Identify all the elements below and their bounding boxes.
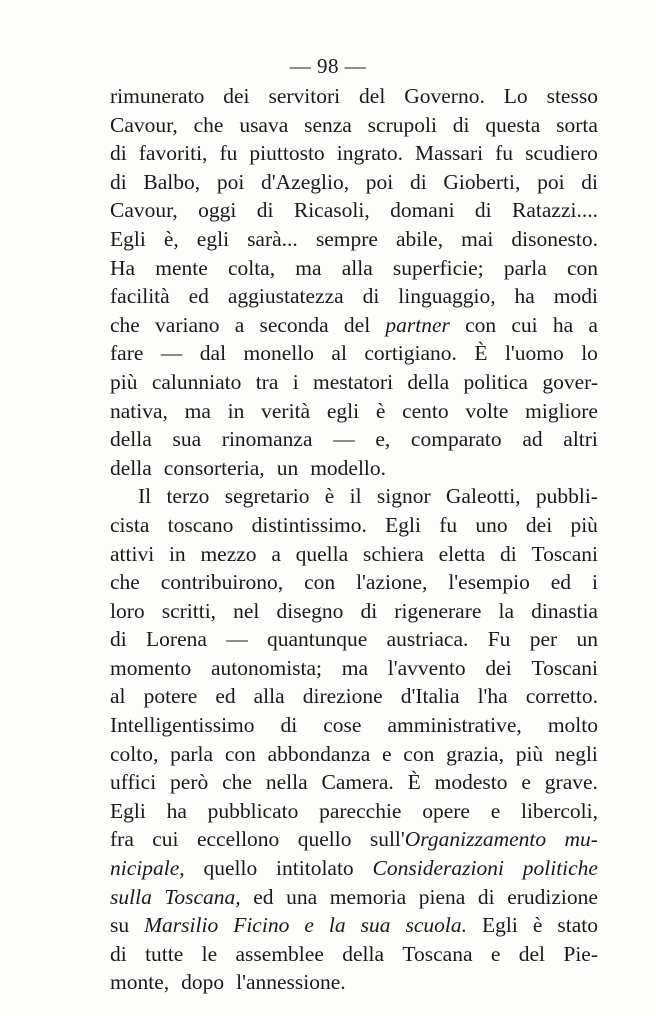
text-word: politiche (522, 856, 598, 881)
text-word: Cavour, (110, 198, 178, 223)
text-word: memoria (329, 884, 407, 909)
text-line (110, 540, 598, 569)
text-word: domani (390, 198, 455, 223)
text-word: con (403, 741, 435, 766)
text-word: la (498, 598, 515, 623)
text-word: poi (365, 169, 394, 194)
text-word: dopo (181, 970, 225, 995)
text-word: scrupoli (367, 112, 437, 137)
text-word: libercoli, (520, 798, 598, 823)
text-word: sarà... (247, 226, 298, 251)
text-word: in (168, 541, 186, 566)
text-word: rinomanza (221, 427, 313, 452)
text-word: molto (547, 713, 598, 738)
text-word: di (110, 627, 127, 652)
text-word: Marsilio (144, 913, 219, 938)
text-line (110, 311, 598, 340)
text-line (110, 883, 598, 912)
text-word: grazia, (446, 741, 504, 766)
text-word: Lorena (146, 627, 207, 652)
text-line (110, 740, 598, 769)
text-word: Toscana (402, 941, 473, 966)
text-word: ingrato. (336, 141, 403, 166)
text-word: è, (163, 226, 179, 251)
text-word: terzo (166, 484, 210, 509)
text-word: È (407, 770, 421, 795)
text-word: poi (216, 169, 245, 194)
text-word: su (110, 913, 130, 938)
text-word: però (170, 770, 209, 795)
text-word: mai (461, 226, 494, 251)
text-line (110, 711, 598, 740)
text-word: di (280, 713, 298, 738)
text-line (110, 568, 598, 597)
text-word: linguaggio, (398, 284, 496, 309)
text-word: grave. (544, 770, 598, 795)
word-space (224, 968, 236, 997)
text-word: modello. (310, 455, 387, 480)
text-line (110, 625, 598, 654)
text-line (110, 368, 598, 397)
text-word: tutte (145, 941, 184, 966)
text-word: ha (552, 312, 574, 337)
text-word: che (110, 312, 140, 337)
text-word: a (271, 541, 281, 566)
text-word: sulla (110, 884, 152, 909)
text-line (110, 225, 598, 254)
text-word: un (276, 455, 299, 480)
text-word: Egli (482, 913, 518, 938)
text-word: quello (203, 856, 258, 881)
text-word: dinastia (531, 598, 598, 623)
word-segment: Organizzamento (404, 827, 547, 852)
text-line (110, 196, 598, 225)
text-word: e (304, 913, 314, 938)
text-word: fu (219, 141, 238, 166)
text-word: ad (522, 427, 543, 452)
text-word: l'uomo (504, 341, 564, 366)
word-space (298, 454, 310, 483)
text-word: l'avvento (387, 655, 466, 680)
text-word: oggi (198, 198, 237, 223)
text-word: con (465, 312, 497, 337)
text-word: l'esempio (448, 570, 530, 595)
text-word: tra (255, 369, 279, 394)
text-word: alla (253, 684, 285, 709)
text-word: fu (439, 512, 458, 537)
text-word: sempre (315, 226, 378, 251)
text-word: di (360, 598, 378, 623)
text-word: parecchie (319, 798, 402, 823)
text-word: e (490, 941, 501, 966)
text-word: i (292, 369, 299, 394)
text-word: direzione (302, 684, 383, 709)
text-word: e, (375, 427, 391, 452)
text-word: fra (110, 827, 134, 852)
text-word: Lo (503, 84, 528, 108)
text-line (110, 282, 598, 311)
text-word: mezzo (200, 541, 257, 566)
text-word: uffici (110, 770, 157, 795)
text-line (110, 911, 598, 940)
text-line (110, 482, 598, 511)
text-line (110, 854, 598, 883)
text-word: fare (110, 341, 144, 366)
text-word: più (515, 741, 544, 766)
text-word: d'Azeglio, (261, 169, 350, 194)
text-word: contribuirono, (160, 570, 284, 595)
text-word: quella (295, 541, 349, 566)
text-word: lo (581, 341, 598, 366)
text-word: con (304, 570, 336, 595)
text-word: dal (199, 341, 227, 366)
text-word: Governo. (404, 84, 485, 108)
text-word: ma (184, 398, 211, 423)
text-word: Il (138, 484, 152, 509)
text-word: di (362, 284, 380, 309)
text-word: d'Italia (400, 684, 460, 709)
text-word: la (328, 913, 346, 938)
text-line (110, 597, 598, 626)
word-space (169, 968, 181, 997)
text-word: cortigiano. (364, 341, 457, 366)
text-word: di (452, 112, 470, 137)
text-word: egli (196, 226, 230, 251)
text-word: quantunque (267, 627, 368, 652)
text-word: seconda (259, 312, 329, 337)
text-word: piena (418, 884, 466, 909)
text-word: di (110, 941, 127, 966)
text-word: Toscani (531, 541, 598, 566)
text-word: segretario (224, 484, 310, 509)
text-word: nicipale, (110, 856, 185, 881)
text-word: nativa, (110, 398, 168, 423)
text-word: Camera. (321, 770, 394, 795)
text-word: usava (239, 112, 289, 137)
text-word: Gioberti, (443, 169, 521, 194)
text-word: mu- (564, 827, 598, 852)
text-line (110, 111, 598, 140)
text-word: scritti, (161, 598, 217, 623)
text-word: Ricasoli, (293, 198, 370, 223)
text-word: una (286, 884, 318, 909)
text-word: scuola. (405, 913, 467, 938)
text-line (110, 968, 598, 997)
text-word: cose (323, 713, 362, 738)
text-word: del (359, 84, 386, 108)
text-word: corretto. (525, 684, 598, 709)
word-space (265, 454, 277, 483)
text-word: sua (360, 913, 391, 938)
text-word: a (588, 312, 598, 337)
text-word: autonomista; (210, 655, 323, 680)
text-word: È (474, 341, 488, 366)
text-word: e (382, 741, 392, 766)
text-word: colto, (110, 741, 159, 766)
text-word: loro (110, 598, 145, 623)
text-word (370, 825, 546, 854)
text-word: di (409, 169, 427, 194)
word-segment: sull' (369, 827, 405, 852)
text-word: signor (376, 484, 431, 509)
text-word: quello (297, 827, 352, 852)
text-word: abile, (395, 226, 444, 251)
text-line (110, 682, 598, 711)
text-word: potere (143, 684, 198, 709)
text-word: della (342, 941, 385, 966)
text-word: di (256, 198, 274, 223)
text-word: il (349, 484, 362, 509)
text-word: Ha (110, 255, 136, 280)
text-word: di (581, 169, 598, 194)
text-word: Pie- (563, 941, 598, 966)
text-word: disegno (276, 598, 344, 623)
text-word: pubblicato (207, 798, 299, 823)
text-word: austriaca. (386, 627, 469, 652)
text-word: cento (402, 398, 449, 423)
text-word: Toscana, (164, 884, 241, 909)
text-word: con (566, 255, 598, 280)
text-word: assemblee (235, 941, 324, 966)
text-word: fu (495, 141, 514, 166)
text-word: e (521, 770, 531, 795)
text-word: calunniato (151, 369, 242, 394)
page-number: — 98 — (289, 54, 367, 78)
text-word: Galeotti, (445, 484, 521, 509)
text-word: mestatori (313, 369, 394, 394)
text-word: toscano (167, 512, 234, 537)
text-word: monello (243, 341, 314, 366)
text-word: sua (172, 427, 202, 452)
text-word: momento (110, 655, 192, 680)
text-line (110, 825, 598, 854)
text-word: sorta (556, 112, 598, 137)
text-line (110, 339, 598, 368)
text-word: questa (485, 112, 541, 137)
text-word: comparato (410, 427, 502, 452)
text-word: attivi (110, 541, 155, 566)
text-word: disonesto. (511, 226, 598, 251)
text-word: negli (554, 741, 598, 766)
text-word: l'annessione. (236, 970, 346, 995)
text-word: eletta (438, 541, 486, 566)
text-word: nella (265, 770, 308, 795)
text-line (110, 82, 598, 111)
text-word: politica (463, 369, 528, 394)
text-word: del (343, 312, 371, 337)
text-line (110, 168, 598, 197)
text-word: modi (553, 284, 598, 309)
text-word: distintissimo. (251, 512, 367, 537)
text-word: parla (170, 741, 214, 766)
text-word: — (226, 627, 248, 652)
text-word: e (490, 798, 501, 823)
text-word: erudizione (507, 884, 598, 909)
text-word: di (110, 141, 127, 166)
text-word: in (227, 398, 245, 423)
text-word: i (591, 570, 598, 595)
text-word: è (532, 913, 543, 938)
text-word: facilità (110, 284, 170, 309)
text-word: di (499, 541, 517, 566)
text-line (110, 797, 598, 826)
text-word: al (110, 684, 126, 709)
text-word: Toscani (531, 655, 598, 680)
text-word: ed (253, 884, 274, 909)
text-line (110, 511, 598, 540)
text-word: che (110, 570, 140, 595)
text-word: ha (514, 284, 535, 309)
text-word: alla (341, 255, 373, 280)
text-word: modesto (434, 770, 508, 795)
text-word: intitolato (276, 856, 354, 881)
text-word: senza (304, 112, 352, 137)
text-word: le (201, 941, 218, 966)
text-word: Massari (415, 141, 484, 166)
text-word: aggiustatezza (227, 284, 344, 309)
text-word: favoriti, (138, 141, 208, 166)
text-word: parla (503, 255, 547, 280)
text-word: schiera (362, 541, 424, 566)
text-word: servitori (268, 84, 341, 108)
text-line (110, 139, 598, 168)
word-space (152, 454, 164, 483)
text-word: — (333, 427, 355, 452)
text-word: rimunerato (110, 84, 205, 108)
text-word: della (110, 427, 152, 452)
text-word: stesso (546, 84, 598, 108)
text-word: ha (166, 798, 187, 823)
text-word: egli (326, 398, 360, 423)
body-text (110, 82, 598, 997)
text-word: l'ha (477, 684, 508, 709)
text-word: mente (155, 255, 208, 280)
text-word: ma (341, 655, 369, 680)
text-word: a (234, 312, 245, 337)
text-word: Egli (385, 512, 421, 537)
text-word: di (474, 198, 492, 223)
text-word: variano (155, 312, 220, 337)
text-word: monte, (110, 970, 170, 995)
text-word: opere (422, 798, 470, 823)
text-word: che (222, 770, 252, 795)
text-word: eccellono (196, 827, 280, 852)
text-word: dei (223, 84, 250, 108)
text-word: partner (385, 312, 450, 337)
text-word: un (576, 627, 598, 652)
text-word: amministrative, (387, 713, 522, 738)
text-word: di (110, 169, 127, 194)
text-word: ed (188, 284, 209, 309)
text-word: dei (525, 512, 553, 537)
text-word: colta, (227, 255, 276, 280)
text-line (110, 425, 598, 454)
text-word: pubbli- (535, 484, 598, 509)
text-word: con (224, 741, 256, 766)
text-word: l'azione, (356, 570, 428, 595)
text-word: di (477, 884, 495, 909)
text-line (110, 397, 598, 426)
text-word: rigenerare (394, 598, 482, 623)
text-word: altri (563, 427, 598, 452)
text-word: — (160, 341, 183, 366)
text-word: al (331, 341, 347, 366)
text-word: Considerazioni (372, 856, 504, 881)
text-word: Balbo, (143, 169, 201, 194)
text-word: più (110, 369, 138, 394)
text-line (110, 940, 598, 969)
text-word: Intelligentissimo (110, 713, 255, 738)
text-word: cista (110, 512, 150, 537)
text-line (110, 254, 598, 283)
text-word: Egli (110, 798, 146, 823)
text-word: più (570, 512, 598, 537)
text-word: Egli (110, 226, 146, 251)
text-word: uno (475, 512, 508, 537)
text-word: è (375, 398, 386, 423)
text-word: Ficino (233, 913, 290, 938)
text-word: Ratazzi.... (512, 198, 598, 223)
text-word: cui (152, 827, 179, 852)
text-word: verità (261, 398, 311, 423)
text-word: della (407, 369, 450, 394)
text-word: Cavour, (110, 112, 178, 137)
text-word: nel (233, 598, 260, 623)
text-word: ed (215, 684, 236, 709)
text-word: per (529, 627, 558, 652)
text-word: Fu (487, 627, 511, 652)
text-word: dei (485, 655, 512, 680)
text-word: della (110, 455, 152, 480)
text-word: ma (295, 255, 322, 280)
text-word: consorteria, (163, 455, 265, 480)
text-word: volte (465, 398, 509, 423)
text-word: superficie; (392, 255, 484, 280)
text-word: scudiero (525, 141, 598, 166)
text-word: gover- (542, 369, 598, 394)
text-line (110, 454, 598, 483)
text-line (110, 768, 598, 797)
text-word: migliore (525, 398, 598, 423)
text-word: cui (511, 312, 538, 337)
text-word: del (518, 941, 546, 966)
text-word: piuttosto (249, 141, 325, 166)
text-word: stato (557, 913, 598, 938)
text-word: è (324, 484, 335, 509)
text-word: abbondanza (267, 741, 371, 766)
text-line (110, 654, 598, 683)
text-word: poi (537, 169, 565, 194)
text-word: ed (550, 570, 572, 595)
text-word: che (193, 112, 224, 137)
